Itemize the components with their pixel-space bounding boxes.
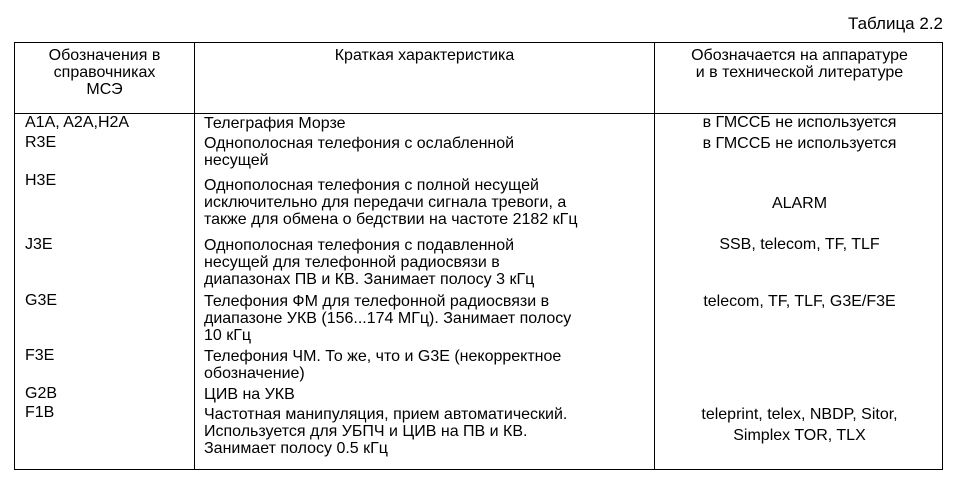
row-code: H3E <box>25 172 57 189</box>
header-designation: Обозначения в справочниках МСЭ <box>48 47 161 98</box>
row-description: Телефония ЧМ. То же, что и G3E (некорректное обозначение) <box>204 348 562 382</box>
emission-designations-table <box>14 42 943 470</box>
row-code: F1B <box>25 404 55 421</box>
header-description: Краткая характеристика <box>334 47 515 64</box>
header-equipment-notation: Обозначается на аппаратуре и в технической литературе <box>691 47 908 81</box>
row-usage: SSB, telecom, TF, TLF <box>719 236 880 253</box>
row-description: Однополосная телефония с полной несущей исключительно для передачи сигнала тревоги, а также для обмена о бедствии на частоте 2182 кГц <box>204 177 578 228</box>
row-usage: telecom, TF, TLF, G3E/F3E <box>703 293 896 310</box>
row-usage: ALARM <box>771 195 828 212</box>
row-usage: в ГМССБ не используется <box>702 114 897 131</box>
row-description: Частотная манипуляция, прием автоматический. Используется для УБПЧ и ЦИВ на ПВ и КВ. Занимает полосу 0.5 кГц <box>204 406 568 457</box>
column-divider <box>194 43 195 469</box>
row-code: G2B <box>25 385 58 402</box>
row-code: F3E <box>25 347 55 364</box>
row-code: J3E <box>25 236 53 253</box>
row-description: ЦИВ на УКВ <box>204 386 295 403</box>
row-code: G3E <box>25 292 58 309</box>
row-description: Телефония ФМ для телефонной радиосвязи в диапазоне УКВ (156...174 МГц). Занимает полосу 10 кГц <box>204 293 572 344</box>
row-usage: в ГМССБ не используется <box>702 135 897 152</box>
row-description: Телеграфия Морзе <box>204 115 346 132</box>
row-description: Однополосная телефония с ослабленной несущей <box>204 135 515 169</box>
table-caption: Таблица 2.2 <box>847 14 943 33</box>
row-usage: teleprint, telex, NBDP, Sitor, Simplex TOR, TLX <box>701 406 898 444</box>
row-description: Однополосная телефония с подавленной несущей для телефонной радиосвязи в диапазонах ПВ и КВ. Занимает полосу 3 кГц <box>204 237 535 288</box>
row-code: R3E <box>25 134 57 151</box>
row-code: A1A, A2A,H2A <box>25 114 130 131</box>
